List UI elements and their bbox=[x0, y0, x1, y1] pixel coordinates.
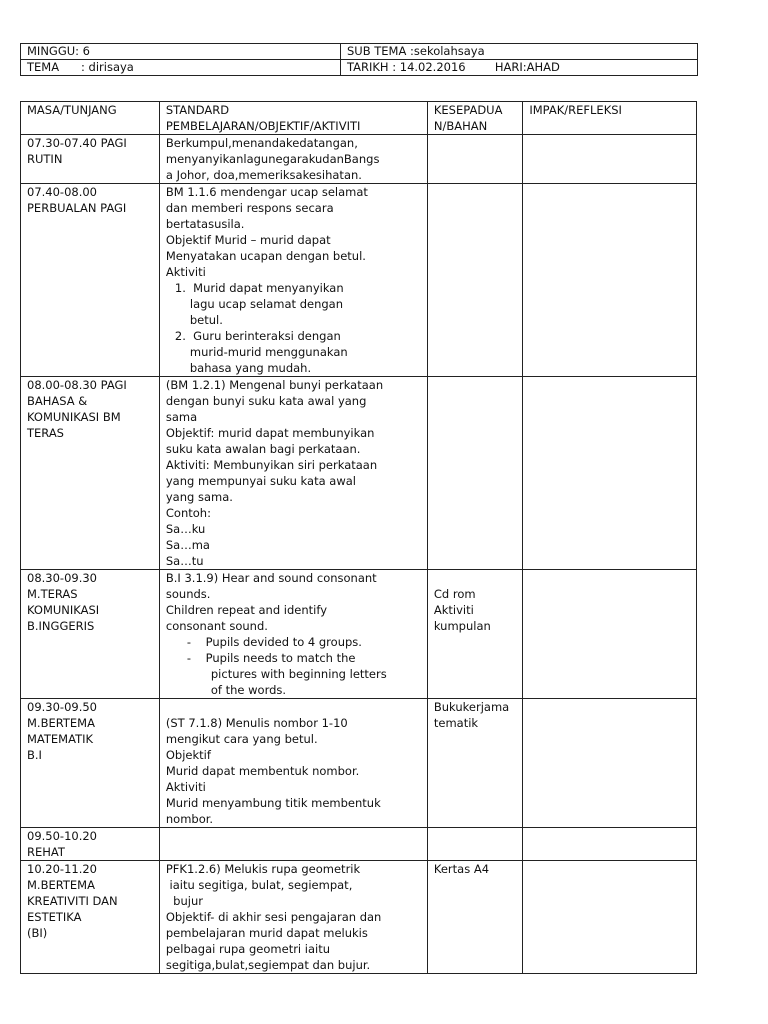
table-row bbox=[21, 699, 697, 828]
standard-text: Aktiviti: Membunyikan siri perkataan bbox=[165, 458, 378, 472]
masa-text: M.TERAS bbox=[27, 587, 78, 601]
masa-cell bbox=[21, 377, 160, 570]
standard-text: dan memberi respons secara bbox=[165, 201, 334, 215]
standard-cell bbox=[159, 135, 427, 184]
standard-text: bertatasusila. bbox=[165, 217, 245, 231]
standard-text: pembelajaran murid dapat melukis bbox=[165, 926, 368, 940]
bahan-cell bbox=[427, 861, 522, 974]
standard-header bbox=[159, 102, 427, 135]
standard-text: Aktiviti bbox=[165, 780, 206, 794]
column-header-row bbox=[21, 102, 697, 135]
standard-text: (ST 7.1.8) Menulis nombor 1-10 bbox=[165, 716, 348, 730]
header-text: PEMBELAJARAN/OBJEKTIF/AKTIVITI bbox=[165, 119, 361, 133]
standard-cell bbox=[159, 377, 427, 570]
masa-cell bbox=[21, 699, 160, 828]
standard-text: BM 1.1.6 mendengar ucap selamat bbox=[165, 185, 368, 199]
masa-text: TERAS bbox=[27, 426, 64, 440]
standard-text: bujur bbox=[165, 894, 203, 908]
header-row bbox=[21, 44, 698, 60]
masa-cell bbox=[21, 861, 160, 974]
masa-text: 08.00-08.30 PAGI bbox=[27, 378, 127, 392]
standard-text: a Johor, doa,memeriksakesihatan. bbox=[165, 168, 362, 182]
masa-text: B.I bbox=[27, 748, 42, 762]
list-item: 2. Guru berinteraksi dengan murid-murid menggunakan bahasa yang mudah. bbox=[174, 329, 348, 375]
tema-cell: TEMA : dirisaya bbox=[21, 60, 341, 76]
masa-text: KREATIVITI DAN bbox=[27, 894, 118, 908]
table-row bbox=[21, 184, 697, 377]
header-text: KESEPADUA bbox=[433, 103, 503, 117]
masa-header bbox=[21, 102, 160, 135]
bahan-cell bbox=[427, 699, 522, 828]
standard-cell bbox=[159, 184, 427, 377]
masa-text: KOMUNIKASI BM bbox=[27, 410, 121, 424]
standard-text: Aktiviti bbox=[165, 265, 206, 279]
list-item: - Pupils needs to match the pictures with beginning letters of the words. bbox=[186, 651, 387, 697]
bahan-cell bbox=[427, 377, 522, 570]
bahan-text: kumpulan bbox=[433, 619, 491, 633]
standard-text: Objektif Murid – murid dapat bbox=[165, 233, 331, 247]
masa-text: REHAT bbox=[27, 845, 65, 859]
bahan-text bbox=[434, 570, 516, 586]
impak-cell bbox=[523, 570, 697, 699]
masa-text: ESTETIKA bbox=[27, 910, 82, 924]
standard-text: consonant sound. bbox=[165, 619, 268, 633]
bahan-text: tematik bbox=[433, 716, 479, 730]
header-table bbox=[20, 43, 698, 76]
table-row bbox=[21, 828, 697, 861]
standard-text: iaitu segitiga, bulat, segiempat, bbox=[165, 878, 353, 892]
masa-text: 08.30-09.30 bbox=[27, 571, 97, 585]
standard-text: sounds. bbox=[165, 587, 211, 601]
header-text: MASA/TUNJANG bbox=[27, 103, 117, 117]
bahan-cell bbox=[427, 570, 522, 699]
standard-text: dengan bunyi suku kata awal yang bbox=[165, 394, 367, 408]
masa-cell bbox=[21, 135, 160, 184]
masa-text: 07.30-07.40 PAGI bbox=[27, 136, 127, 150]
list-item: - Pupils devided to 4 groups. bbox=[186, 635, 362, 649]
masa-text: 10.20-11.20 bbox=[27, 862, 97, 876]
header-text: STANDARD bbox=[165, 103, 230, 117]
standard-text: mengikut cara yang betul. bbox=[165, 732, 318, 746]
standard-text: Sa…tu bbox=[165, 554, 204, 568]
standard-text: segitiga,bulat,segiempat dan bujur. bbox=[165, 958, 371, 972]
standard-cell bbox=[159, 699, 427, 828]
list-item: 1. Murid dapat menyanyikan lagu ucap selamat dengan betul. bbox=[174, 281, 344, 327]
table-row bbox=[21, 377, 697, 570]
impak-cell bbox=[523, 861, 697, 974]
standard-text: pelbagai rupa geometri iaitu bbox=[165, 942, 331, 956]
bahan-text: Cd rom bbox=[433, 587, 476, 601]
masa-text: (BI) bbox=[27, 926, 48, 940]
masa-cell bbox=[21, 184, 160, 377]
masa-text: M.BERTEMA bbox=[27, 878, 95, 892]
standard-text bbox=[166, 699, 421, 715]
standard-text: suku kata awalan bagi perkataan. bbox=[165, 442, 361, 456]
header-text: N/BAHAN bbox=[433, 119, 488, 133]
standard-text: nombor. bbox=[165, 812, 214, 826]
standard-cell bbox=[159, 828, 427, 861]
standard-text: Sa…ma bbox=[165, 538, 210, 552]
standard-text: Objektif: murid dapat membunyikan bbox=[165, 426, 375, 440]
masa-text: 09.50-10.20 bbox=[27, 829, 97, 843]
masa-cell bbox=[21, 570, 160, 699]
masa-text: BAHASA & bbox=[27, 394, 88, 408]
impak-cell bbox=[523, 828, 697, 861]
lesson-plan-table bbox=[20, 101, 697, 974]
masa-text: RUTIN bbox=[27, 152, 63, 166]
masa-text: B.INGGERIS bbox=[27, 619, 95, 633]
masa-cell bbox=[21, 828, 160, 861]
table-row bbox=[21, 135, 697, 184]
standard-text: Menyatakan ucapan dengan betul. bbox=[165, 249, 366, 263]
masa-text: M.BERTEMA bbox=[27, 716, 95, 730]
standard-text: Murid dapat membentuk nombor. bbox=[165, 764, 360, 778]
standard-text: Murid menyambung titik membentuk bbox=[165, 796, 381, 810]
masa-text: 09.30-09.50 bbox=[27, 700, 97, 714]
masa-text: KOMUNIKASI bbox=[27, 603, 100, 617]
masa-text: 07.40-08.00 bbox=[27, 185, 97, 199]
table-row bbox=[21, 570, 697, 699]
tarikh-cell: TARIKH : 14.02.2016 HARI:AHAD bbox=[341, 60, 698, 76]
standard-text: Objektif bbox=[165, 748, 211, 762]
standard-text: B.I 3.1.9) Hear and sound consonant bbox=[165, 571, 377, 585]
header-text: IMPAK/REFLEKSI bbox=[529, 103, 622, 117]
impak-cell bbox=[523, 699, 697, 828]
impak-header bbox=[523, 102, 697, 135]
standard-text: Berkumpul,menandakedatangan, bbox=[165, 136, 358, 150]
bahan-cell bbox=[427, 828, 522, 861]
bahan-header bbox=[427, 102, 522, 135]
standard-text: Children repeat and identify bbox=[165, 603, 328, 617]
table-row bbox=[21, 861, 697, 974]
standard-text: menyanyikanlagunegarakudanBangs bbox=[165, 152, 380, 166]
bahan-text: Aktiviti bbox=[433, 603, 474, 617]
standard-text: (BM 1.2.1) Mengenal bunyi perkataan bbox=[165, 378, 384, 392]
impak-cell bbox=[523, 377, 697, 570]
impak-cell bbox=[523, 135, 697, 184]
masa-text: PERBUALAN PAGI bbox=[27, 201, 127, 215]
bahan-text: Kertas A4 bbox=[433, 862, 490, 876]
sub-tema-cell: SUB TEMA :sekolahsaya bbox=[341, 44, 698, 60]
standard-text: sama bbox=[165, 410, 198, 424]
bahan-cell bbox=[427, 184, 522, 377]
standard-text: Objektif- di akhir sesi pengajaran dan bbox=[165, 910, 382, 924]
bahan-cell bbox=[427, 135, 522, 184]
standard-text: PFK1.2.6) Melukis rupa geometrik bbox=[165, 862, 361, 876]
standard-text: yang mempunyai suku kata awal bbox=[165, 474, 356, 488]
standard-cell bbox=[159, 861, 427, 974]
header-row bbox=[21, 60, 698, 76]
standard-text: Contoh: bbox=[165, 506, 211, 520]
standard-cell bbox=[159, 570, 427, 699]
minggu-cell: MINGGU: 6 bbox=[21, 44, 341, 60]
impak-cell bbox=[523, 184, 697, 377]
bahan-text: Bukukerjama bbox=[433, 700, 510, 714]
standard-text: yang sama. bbox=[165, 490, 233, 504]
masa-text: MATEMATIK bbox=[27, 732, 94, 746]
standard-text: Sa…ku bbox=[165, 522, 206, 536]
